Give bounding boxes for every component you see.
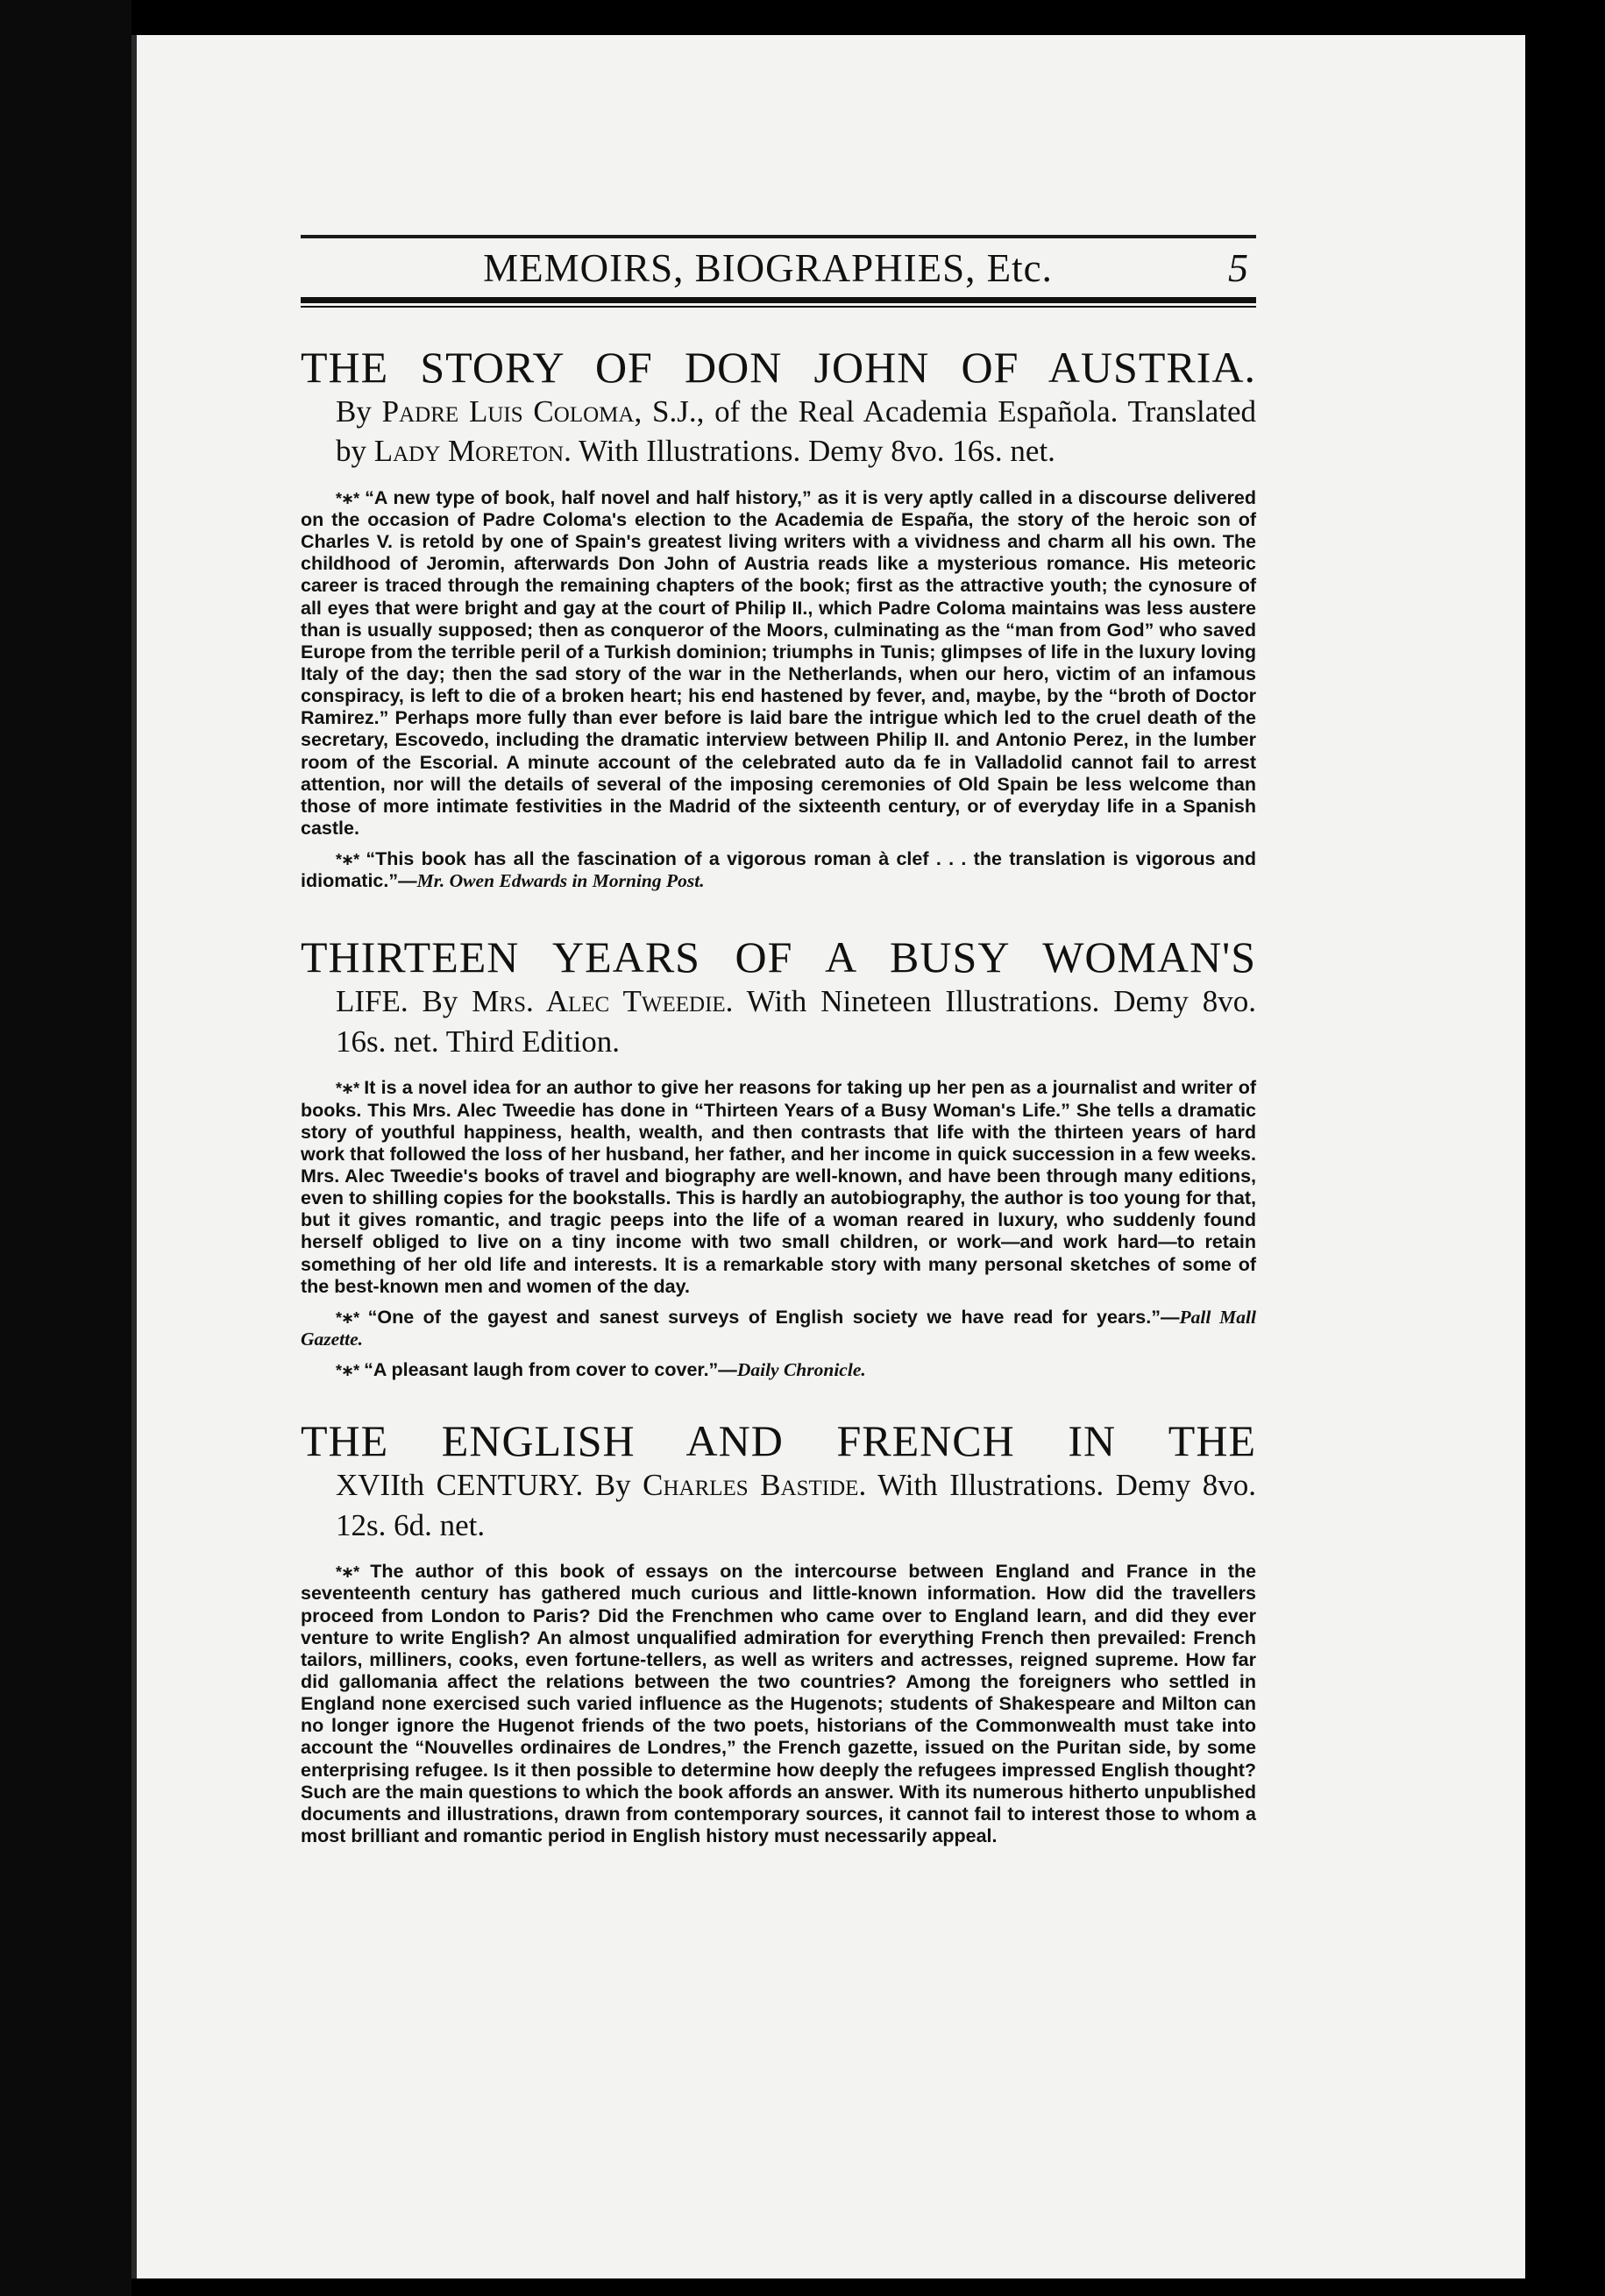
quote-source: Mr. Owen Edwards in Morning Post. [416,870,705,892]
meta-mid: . With Illustrations. Demy 8vo. 12s. 6d. net. [336,1468,1256,1542]
book-title: THE STORY OF DON JOHN OF AUSTRIA. [301,342,1256,392]
asterism: *∗* [336,851,359,869]
book-title: THE ENGLISH AND FRENCH IN THE [301,1416,1256,1466]
meta-suffix: . With Illustrations. Demy 8vo. 16s. net. [564,434,1055,469]
book-meta [301,392,1256,471]
book-entry [301,343,1256,893]
description-text: The author of this book of essays on the intercourse between England and France in the seventeenth century has gathered much curious and little-known information. How did the travellers proceed from London to Paris? Did the Frenchmen who came over to England learn, and did they ever venture to write English? An almost unqualified admiration for everything French then prevailed: French tailors, milliners, cooks, even fortune-tellers, as well as writers and actresses, reigned supreme. How far did gallomania affect the relations between the two countries? Among the foreigners who settled in England none exercised such varied influence as the Hugenots; students of Shakespeare and Milton can no longer ignore the Hugenot friends of the two poets, historians of the Commonwealth must take into account the “Nouvelles ordinaires de Londres,” the French gazette, issued on the Puritan side, by some enterprising refugee. Is it then possible to determine how deeply the refugees impressed English thought? Such are the main questions to which the book affords an answer. With its numerous hitherto unpublished documents and illustrations, drawn from contemporary sources, it cannot fail to interest those to whom a most brilliant and romantic period in English history must necessarily appeal. [301,1561,1256,1846]
page-binding-edge [131,35,137,2278]
quote-text: “A pleasant laugh from cover to cover.”— [364,1359,737,1381]
press-quote [301,848,1256,892]
meta-prefix: XVIIth CENTURY. By [336,1468,643,1503]
book-entry [301,1416,1256,1847]
press-quote [301,1307,1256,1350]
description-text: It is a novel idea for an author to give her reasons for taking up her pen as a journalist and writer of books. This Mrs. Alec Tweedie has done in “Thirteen Years of a Busy Woman's Life.” She tells a dramatic story of youthful happiness, health, wealth, and then contrasts that life with the thirteen years of hard work that followed the loss of her husband, her father, and her income in quick succession in a few weeks. Mrs. Alec Tweedie's books of travel and biography are well-known, and have been through many editions, even to shilling copies for the bookstalls. This is hardly an autobiography, the author is too young for that, but it gives romantic, and tragic peeps into the life of a woman reared in luxury, who suddenly found herself obliged to live on a tiny income with two small children, or work—and work hard—to retain something of her old life and interests. It is a remarkable story with many personal sketches of some of the best-known men and women of the day. [301,1077,1256,1297]
meta-mid: , S.J., of the Real Academia Española. Translated by [336,393,1256,469]
page-content [301,235,1256,1847]
book-author: Charles Bastide [643,1468,859,1503]
asterism: *∗* [336,1362,359,1380]
header-rule-bottom [301,297,1256,303]
meta-prefix: By [336,393,382,429]
book-description [301,487,1256,840]
quote-text: “This book has all the fascination of a vigorous roman à clef . . . the translation is vigorous and idiomatic.”— [301,848,1256,892]
book-meta [301,1465,1256,1545]
header-rule-top [301,235,1256,238]
book-description [301,1077,1256,1297]
book-description [301,1561,1256,1847]
asterism: *∗* [336,1563,359,1582]
running-head [301,245,1256,292]
quote-text: “One of the gayest and sanest surveys of English society we have read for years.”— [367,1306,1180,1328]
quote-source: Pall Mall Gazette. [301,1306,1256,1350]
book-meta [301,981,1256,1061]
book-author: Mrs. Alec Tweedie [472,984,726,1019]
book-author: Padre Luis Coloma [381,393,635,429]
meta-mid: . With Nineteen Illustrations. Demy 8vo. 16s. net. Third Edition. [336,984,1256,1059]
asterism: *∗* [336,1308,359,1327]
scan-left-edge [0,0,131,2296]
asterism: *∗* [336,1080,359,1098]
header-rule-bottom-thin [301,306,1256,308]
running-head-title: MEMOIRS, BIOGRAPHIES, Etc. [483,246,1053,291]
page-number: 5 [1228,245,1249,290]
book-translator: Lady Moreton [373,434,565,469]
meta-prefix: LIFE. By [336,984,472,1019]
description-text: “A new type of book, half novel and half history,” as it is very aptly called in a discourse delivered on the occasion of Padre Coloma's election to the Academia de España, the story of the heroic son of Charles V. is retold by one of Spain's greatest living writers with a vividness and charm all his own. The childhood of Jeromin, afterwards Don John of Austria reads like a mysterious romance. His meteoric career is traced through the remaining chapters of the book; first as the attractive youth; the cynosure of all eyes that were bright and gay at the court of Philip II., which Padre Coloma maintains was less austere than is usually supposed; then as conqueror of the Moors, culminating as the “man from God” who saved Europe from the terrible peril of a Turkish dominion; triumphs in Tunis; glimpses of life in the luxury loving Italy of the day; then the sad story of the war in the Netherlands, when our hero, victim of an infamous conspiracy, is left to die of a broken heart; his end hastened by fever, and, maybe, by the “broth of Doctor Ramirez.” Perhaps more fully than ever before is laid bare the intrigue which led to the cruel death of the secretary, Escovedo, including the dramatic interview between Philip II. and Antonio Perez, in the lumber room of the Escorial. A minute account of the celebrated auto da fe in Valladolid cannot fail to arrest attention, nor will the details of several of the imposing ceremonies of Old Spain be less welcome than those of more intimate festivities in the Madrid of the sixteenth century, or of everyday life in a Spanish castle. [301,486,1257,839]
quote-source: Daily Chronicle. [736,1359,866,1381]
book-entry [301,932,1256,1381]
press-quote [301,1359,1256,1381]
book-title: THIRTEEN YEARS OF A BUSY WOMAN'S [301,932,1256,982]
asterism: *∗* [336,489,359,507]
